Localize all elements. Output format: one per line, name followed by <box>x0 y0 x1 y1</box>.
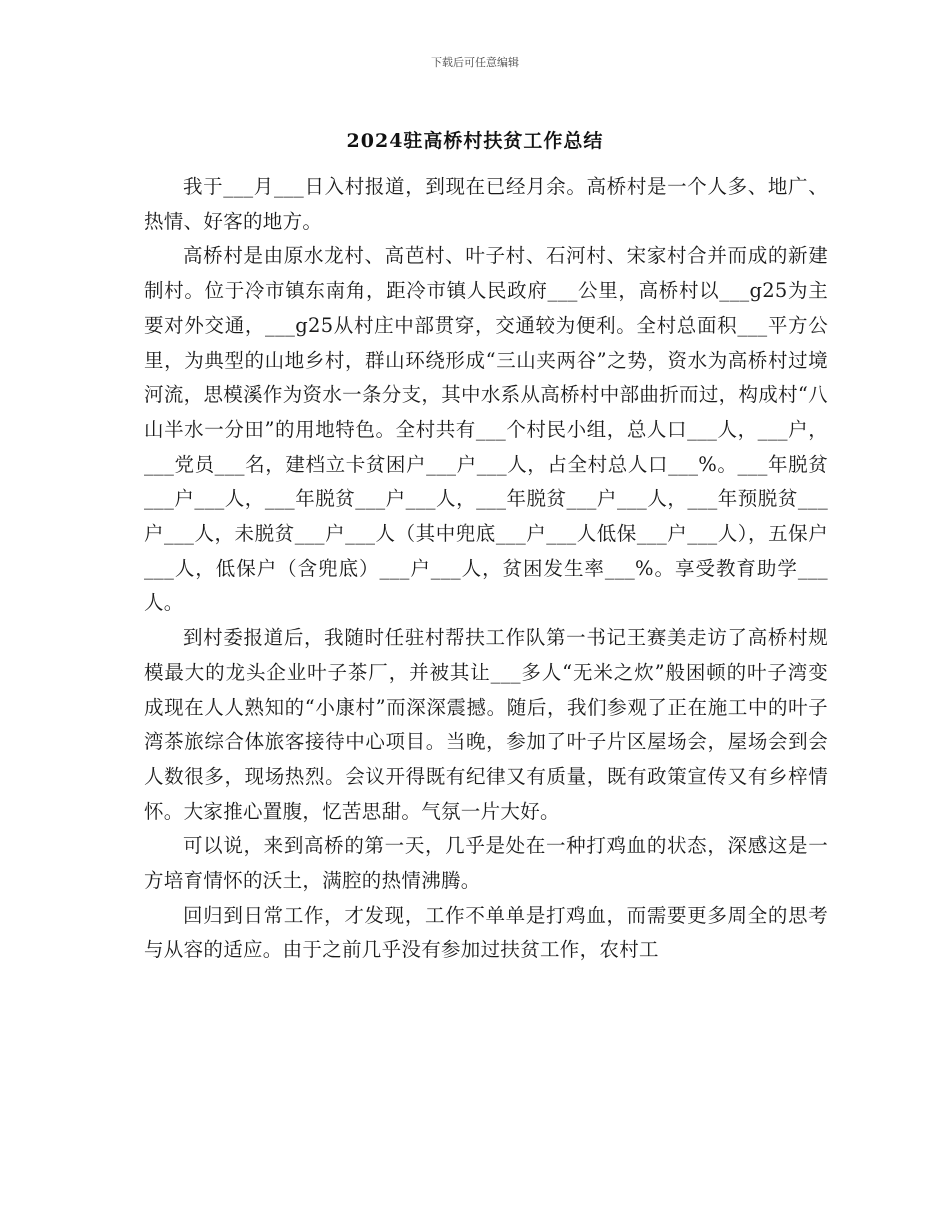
paragraph-first-visit: 到村委报道后，我随时任驻村帮扶工作队第一书记王赛美走访了高桥村规模最大的龙头企业叶子茶厂，并被其让___多人“无米之炊”般困顿的叶子湾变成现在人人熟知的“小康村”而深深震撼。随后，我们参观了正在施工中的叶子湾茶旅综合体旅客接待中心项目。当晚，参加了叶子片区屋场会，屋场会到会人数很多，现场热烈。会议开得既有纪律又有质量，既有政策宣传又有乡梓情怀。大家推心置腹，忆苦思甜。气氛一片大好。 <box>144 626 828 823</box>
paragraph-intro: 我于___月___日入村报道，到现在已经月余。高桥村是一个人多、地广、热情、好客的地方。 <box>144 175 829 233</box>
paragraph-daily-work: 回归到日常工作，才发现，工作不单单是打鸡血，而需要更多周全的思考与从容的适应。由于之前几乎没有参加过扶贫工作，农村工 <box>144 903 828 962</box>
document-body <box>144 170 828 968</box>
paragraph-first-day: 可以说，来到高桥的第一天，几乎是处在一种打鸡血的状态，深感这是一方培育情怀的沃土，满腔的热情沸腾。 <box>144 834 828 893</box>
header-note: 下载后可任意编辑 <box>431 56 519 69</box>
document-title: 2024驻高桥村扶贫工作总结 <box>346 130 604 152</box>
paragraph-village-overview: 高桥村是由原水龙村、高芭村、叶子村、石河村、宋家村合并而成的新建制村。位于冷市镇东南角，距冷市镇人民政府___公里，高桥村以___g25为主要对外交通，___g25从村庄中部贯穿，交通较为便利。全村总面积___平方公里，为典型的山地乡村，群山环绕形成“三山夹两谷”之势，资水为高桥村过境河流，思模溪作为资水一条分支，其中水系从高桥村中部曲折而过，构成村“八山半水一分田”的用地特色。全村共有___个村民小组，总人口___人，___户，___党员___名，建档立卡贫困户___户___人，占全村总人口___%。___年脱贫___户___人，___年脱贫___户___人，___年脱贫___户___人，___年预脱贫___户___人，未脱贫___户___人（其中兜底___户___人低保___户___人），五保户___人，低保户（含兜底）___户___人，贫困发生率___%。享受教育助学___人。 <box>144 244 828 615</box>
